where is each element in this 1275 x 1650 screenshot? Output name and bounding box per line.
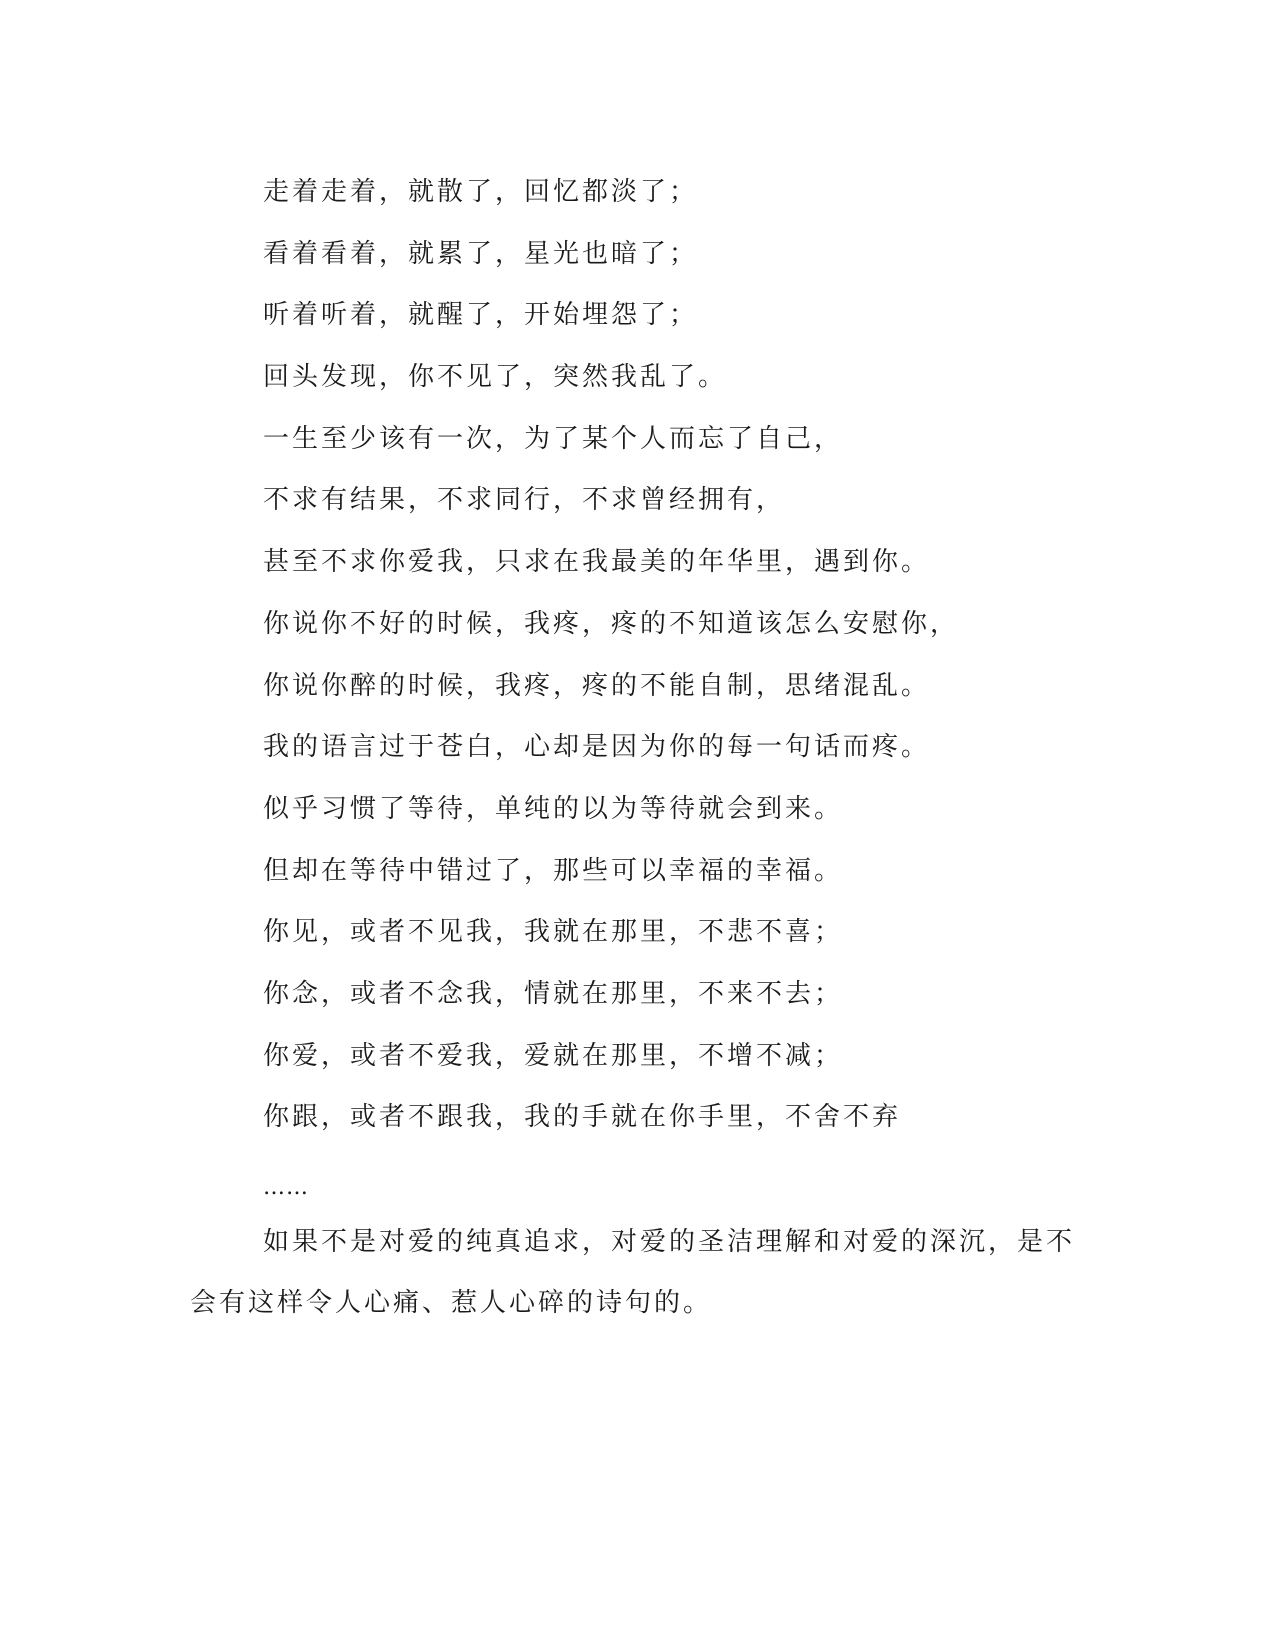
- poem-line: 但却在等待中错过了，那些可以幸福的幸福。: [263, 855, 844, 886]
- poem-line: 你跟，或者不跟我，我的手就在你手里，不舍不弃: [263, 1102, 902, 1133]
- poem-line: 你爱，或者不爱我，爱就在那里，不增不减；: [263, 1040, 844, 1071]
- poem-line: 甚至不求你爱我，只求在我最美的年华里，遇到你。: [263, 547, 931, 578]
- poem-line: 看着看着，就累了，星光也暗了；: [263, 238, 699, 269]
- ellipsis: ……: [263, 1175, 309, 1200]
- poem-line: 你说你不好的时候，我疼，疼的不知道该怎么安慰你，: [263, 608, 960, 639]
- poem-line: 听着听着，就醒了，开始埋怨了；: [263, 300, 699, 331]
- poem-line: 你见，或者不见我，我就在那里，不悲不喜；: [263, 917, 844, 948]
- poem-line: 我的语言过于苍白，心却是因为你的每一句话而疼。: [263, 732, 931, 763]
- poem-line: 回头发现，你不见了，突然我乱了。: [263, 362, 728, 393]
- closing-paragraph: 如果不是对爱的纯真追求，对爱的圣洁理解和对爱的深沉，是不会有这样令人心痛、惹人心碎的诗句的。: [190, 1227, 1076, 1318]
- poem-line: 你念，或者不念我，情就在那里，不来不去；: [263, 978, 844, 1009]
- poem-line: 一生至少该有一次，为了某个人而忘了自己，: [263, 423, 844, 454]
- poem-lines: [263, 162, 1163, 1149]
- poem-line: 不求有结果，不求同行，不求曾经拥有，: [263, 485, 786, 516]
- poem-line: 似乎习惯了等待，单纯的以为等待就会到来。: [263, 793, 844, 824]
- poem-line: 走着走着，就散了，回忆都淡了；: [263, 177, 699, 207]
- poem-line: 你说你醉的时候，我疼，疼的不能自制，思绪混乱。: [263, 670, 931, 701]
